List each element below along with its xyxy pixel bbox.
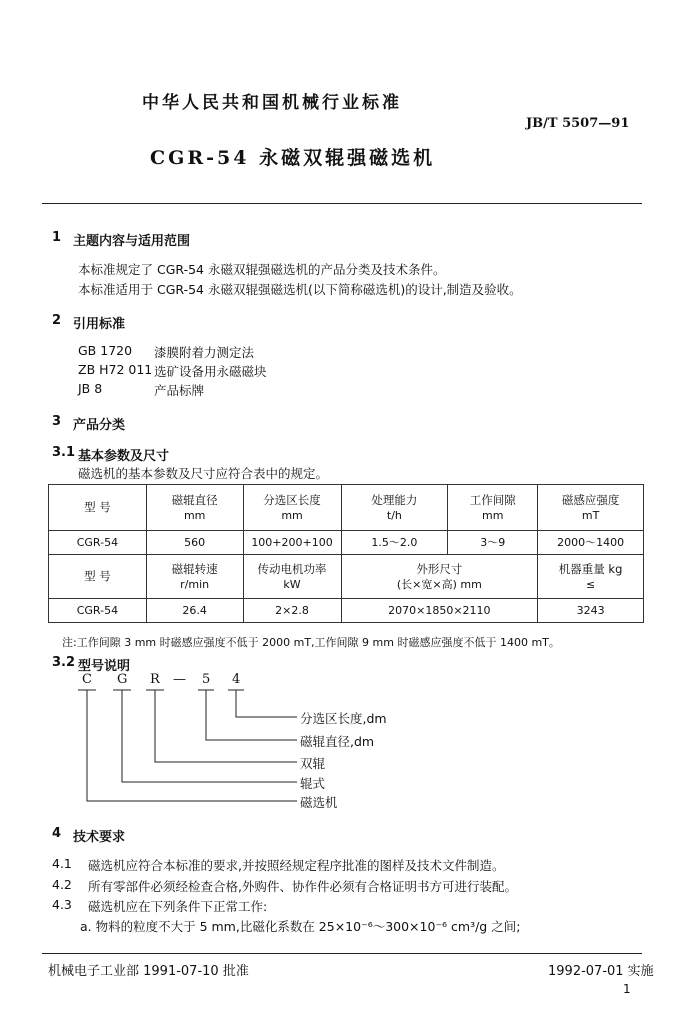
section-3-num: 3: [52, 414, 62, 429]
table-header-cell: 处理能力 t/h: [341, 485, 448, 531]
clause-num: 4.1: [52, 856, 72, 871]
section-4-heading: 技术要求: [73, 830, 126, 845]
section-1-para-1: 本标准规定了 CGR-54 永磁双辊强磁选机的产品分类及技术条件。: [78, 262, 446, 277]
clause-num: 4.2: [52, 877, 72, 892]
designation-label: 磁选机: [300, 795, 338, 810]
table-header-cell: 外形尺寸 (长×宽×高) mm: [341, 555, 538, 599]
table-header-cell: 磁感应强度 mT: [538, 485, 644, 531]
section-4-num: 4: [52, 826, 62, 841]
table-cell: 1.5～2.0: [341, 531, 448, 555]
table-cell: 3243: [538, 599, 644, 623]
model-letter: —: [173, 672, 186, 687]
table-header-cell: 型 号: [49, 485, 147, 531]
model-letter: 5: [202, 672, 211, 687]
ref-name: 选矿设备用永磁磁块: [154, 364, 267, 379]
table-header-cell: 传动电机功率 kW: [243, 555, 341, 599]
section-3-heading: 产品分类: [73, 418, 126, 433]
table-note: 注:工作间隙 3 mm 时磁感应强度不低于 2000 mT,工作间隙 9 mm 时磁感应强度不低于 1400 mT。: [62, 636, 560, 649]
issuing-body: 中华人民共和国机械行业标准: [142, 93, 402, 113]
ref-code: JB 8: [78, 381, 103, 396]
section-3-2-heading: 型号说明: [78, 659, 131, 674]
table-cell: 2×2.8: [243, 599, 341, 623]
table-cell: 100+200+100: [243, 531, 341, 555]
model-letter: 4: [232, 672, 241, 687]
table-header-cell: 型 号: [49, 555, 147, 599]
model-letter: G: [117, 672, 128, 687]
footer-rule: [42, 953, 642, 954]
section-3-1-heading: 基本参数及尺寸: [78, 449, 170, 464]
designation-label: 分选区长度,dm: [300, 711, 387, 726]
ref-code: GB 1720: [78, 343, 133, 358]
clause-num: 4.3: [52, 897, 72, 912]
table-cell: 560: [146, 531, 243, 555]
clause-text: 磁选机应符合本标准的要求,并按照经规定程序批准的图样及技术文件制造。: [88, 858, 505, 873]
table-cell: 3～9: [448, 531, 538, 555]
model-letter: R: [150, 672, 160, 687]
table-cell: CGR-54: [49, 599, 147, 623]
table-cell: 2070×1850×2110: [341, 599, 538, 623]
section-1-para-2: 本标准适用于 CGR-54 永磁双辊强磁选机(以下简称磁选机)的设计,制造及验收。: [78, 282, 522, 297]
table-header-cell: 磁辊转速 r/min: [146, 555, 243, 599]
section-2-num: 2: [52, 313, 62, 328]
ref-name: 产品标牌: [154, 383, 205, 398]
table-header-cell: 分选区长度 mm: [243, 485, 341, 531]
section-2-heading: 引用标准: [73, 317, 126, 332]
model-letter: C: [82, 672, 92, 687]
clause-text: 所有零部件必须经检查合格,外购件、协作件必须有合格证明书方可进行装配。: [88, 879, 517, 894]
standard-code: JB/T 5507—91: [526, 116, 630, 131]
table-header-cell: 工作间隙 mm: [448, 485, 538, 531]
approval-line: 机械电子工业部 1991-07-10 批准: [48, 964, 249, 979]
section-3-2-num: 3.2: [52, 655, 76, 670]
ref-code: ZB H72 011: [78, 362, 153, 377]
clause-text: 磁选机应在下列条件下正常工作:: [88, 899, 268, 914]
implementation-line: 1992-07-01 实施: [548, 964, 654, 979]
designation-label: 辊式: [300, 776, 326, 791]
table-cell: 2000～1400: [538, 531, 644, 555]
section-3-1-num: 3.1: [52, 445, 76, 460]
table-header-cell: 磁辊直径 mm: [146, 485, 243, 531]
table-header-cell: 机器重量 kg ≤: [538, 555, 644, 599]
section-3-1-intro: 磁选机的基本参数及尺寸应符合表中的规定。: [78, 466, 329, 481]
page-number: 1: [623, 982, 631, 996]
section-1-heading: 主题内容与适用范围: [73, 234, 191, 249]
table-cell: CGR-54: [49, 531, 147, 555]
designation-label: 双辊: [300, 756, 326, 771]
table-cell: 26.4: [146, 599, 243, 623]
ref-name: 漆膜附着力测定法: [154, 345, 255, 360]
document-title: CGR-54 永磁双辊强磁选机: [150, 147, 436, 169]
designation-label: 磁辊直径,dm: [300, 734, 375, 749]
clause-sub-item: a. 物料的粒度不大于 5 mm,比磁化系数在 25×10⁻⁶～300×10⁻⁶ cm³/g 之间;: [80, 919, 521, 934]
section-1-num: 1: [52, 230, 62, 245]
